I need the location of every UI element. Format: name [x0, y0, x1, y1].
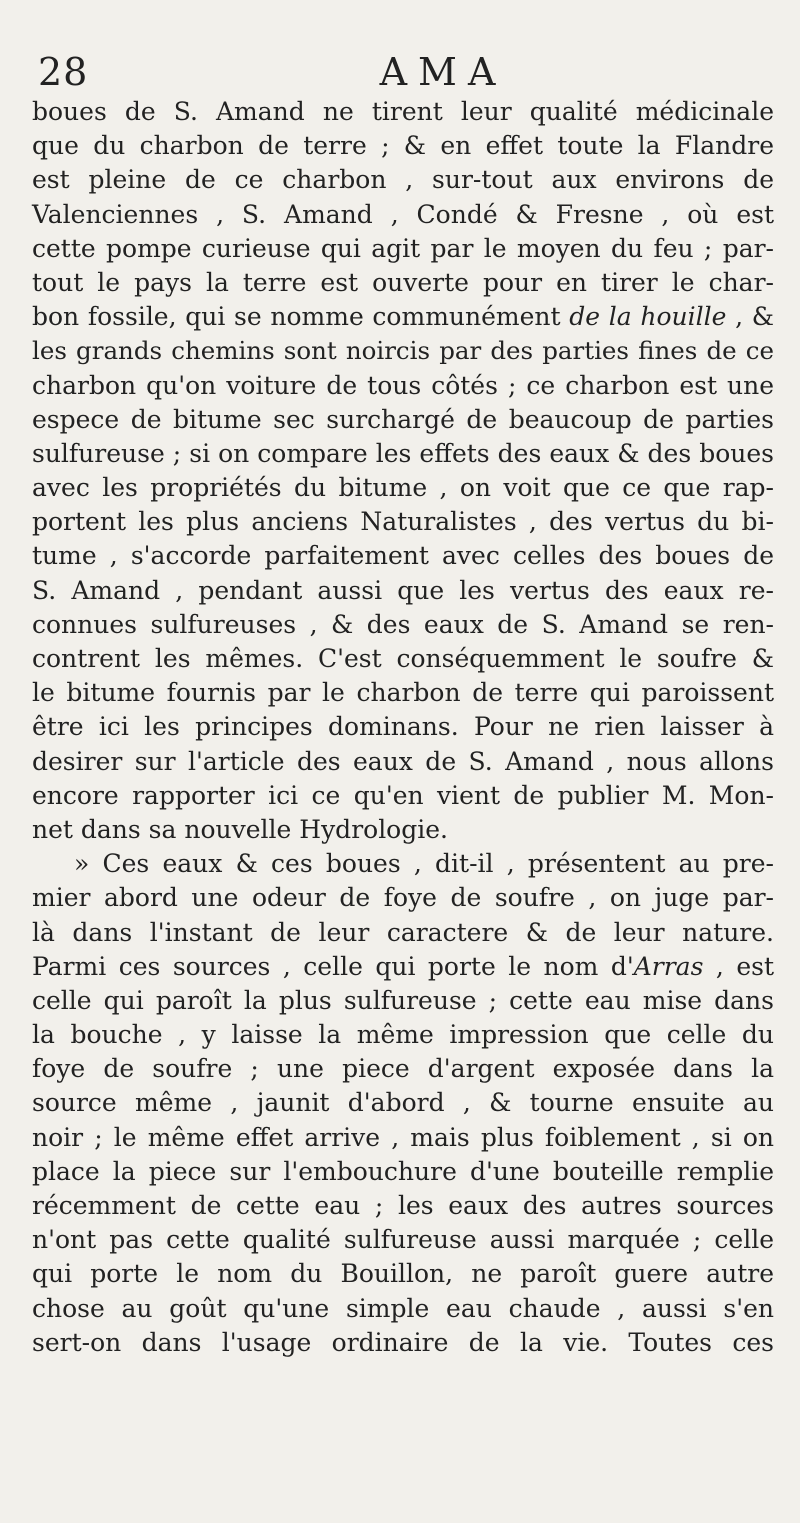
- italic-term: de la houille: [569, 302, 727, 332]
- text-line: net dans sa nouvelle Hydrologie.: [32, 814, 448, 844]
- text-line: n'ont pas cette qualité sulfureuse aussi marquée ; celle: [32, 1225, 774, 1255]
- text-line: Valenciennes , S. Amand , Condé & Fresne , où est: [32, 199, 774, 229]
- text-line: cette pompe curieuse qui agit par le moyen du feu ; par-: [32, 233, 774, 263]
- text-line: » Ces eaux & ces boues , dit-il , présentent au pre-: [74, 849, 774, 879]
- text-line: est pleine de ce charbon , sur-tout aux environs de: [32, 165, 774, 195]
- text-line: connues sulfureuses , & des eaux de S. Amand se ren-: [32, 609, 774, 639]
- text-line: la bouche , y laisse la même impression que celle du: [32, 1020, 774, 1050]
- text-line: noir ; le même effet arrive , mais plus foiblement , si on: [32, 1122, 774, 1152]
- text-line: contrent les mêmes. C'est conséquemment le soufre &: [32, 644, 774, 673]
- running-head: AMA: [379, 50, 507, 94]
- text-line: être ici les principes dominans. Pour ne rien laisser à: [32, 712, 774, 742]
- text-line: tout le pays la terre est ouverte pour en tirer le char-: [32, 267, 774, 297]
- text-line: tume , s'accorde parfaitement avec celles des boues de: [32, 541, 774, 571]
- page-number: 28: [38, 50, 89, 94]
- text-line: place la piece sur l'embouchure d'une bouteille remplie: [32, 1156, 774, 1186]
- italic-term: Arras: [633, 951, 704, 981]
- text-line: boues de S. Amand ne tirent leur qualité médicinale: [32, 97, 774, 126]
- text-line: encore rapporter ici ce qu'en vient de publier M. Mon-: [32, 780, 774, 810]
- text-line: qui porte le nom du Bouillon, ne paroît guere autre: [32, 1259, 774, 1289]
- text-line: source même , jaunit d'abord , & tourne ensuite au: [32, 1088, 774, 1118]
- text-line: bon fossile, qui se nomme communément de la houille , &: [32, 302, 774, 332]
- body-text: [32, 95, 774, 1360]
- text-line: Parmi ces sources , celle qui porte le nom d'Arras , est: [32, 951, 774, 981]
- text-line: avec les propriétés du bitume , on voit que ce que rap-: [32, 473, 774, 503]
- text-line: chose au goût qu'une simple eau chaude , aussi s'en: [32, 1293, 774, 1323]
- text-line: desirer sur l'article des eaux de S. Amand , nous allons: [32, 746, 774, 776]
- text-line: foye de soufre ; une piece d'argent exposée dans la: [32, 1054, 774, 1084]
- text-line: sert-on dans l'usage ordinaire de la vie. Toutes ces: [32, 1327, 774, 1357]
- page-header: [38, 50, 778, 94]
- text-line: espece de bitume sec surchargé de beaucoup de parties: [32, 404, 774, 434]
- text-line: S. Amand , pendant aussi que les vertus des eaux re-: [32, 575, 774, 605]
- text-line: les grands chemins sont noircis par des parties fines de ce: [32, 336, 774, 366]
- text-line: charbon qu'on voiture de tous côtés ; ce charbon est une: [32, 370, 774, 400]
- text-line: le bitume fournis par le charbon de terre qui paroissent: [32, 678, 774, 708]
- text-line: mier abord une odeur de foye de soufre , on juge par-: [32, 883, 774, 913]
- text-line: que du charbon de terre ; & en effet toute la Flandre: [32, 131, 774, 161]
- text-line: là dans l'instant de leur caractere & de leur nature.: [32, 917, 774, 947]
- text-line: portent les plus anciens Naturalistes , des vertus du bi-: [32, 507, 774, 537]
- text-line: récemment de cette eau ; les eaux des autres sources: [32, 1191, 774, 1220]
- text-line: celle qui paroît la plus sulfureuse ; cette eau mise dans: [32, 985, 774, 1015]
- text-line: sulfureuse ; si on compare les effets des eaux & des boues: [32, 438, 774, 468]
